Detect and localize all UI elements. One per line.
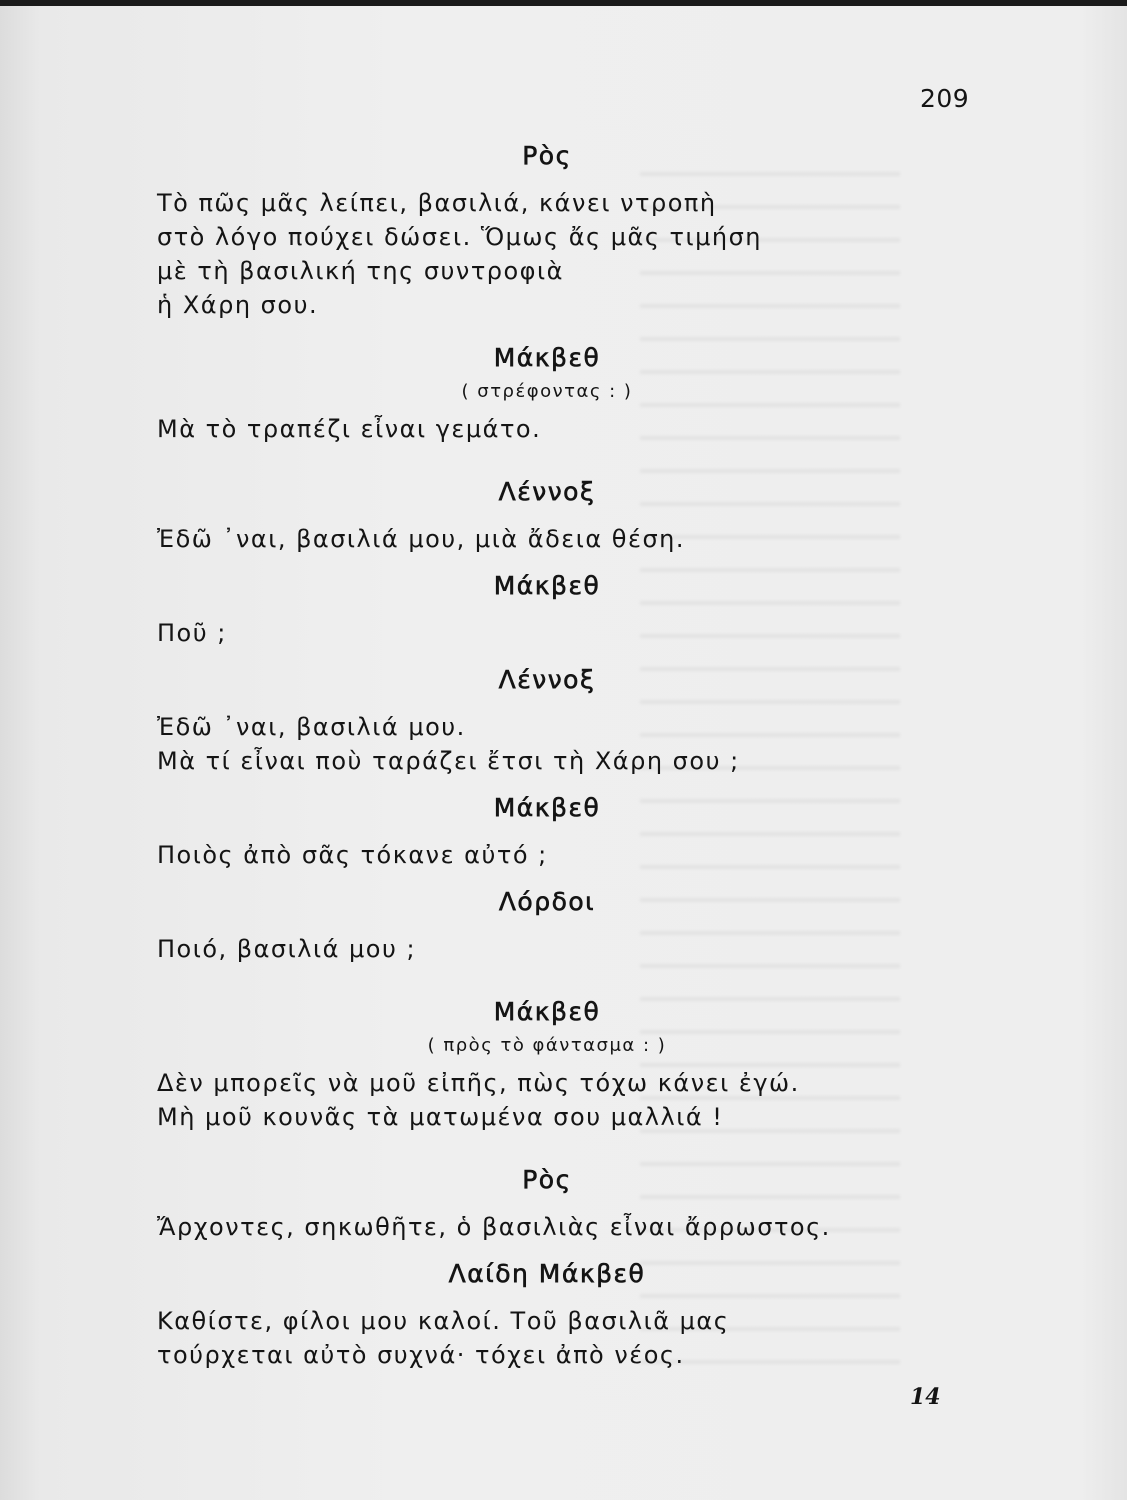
- verse-line: ἡ Χάρη σου.: [157, 291, 319, 319]
- speaker-name: Λόρδοι: [498, 887, 596, 916]
- verse-line: Ἐδῶ ᾿ναι, βασιλιά μου, μιὰ ἄδεια θέση.: [157, 525, 686, 553]
- speaker-name: Λέννοξ: [498, 665, 596, 694]
- speaker-name: Μάκβεθ: [493, 793, 601, 822]
- printer-signature-mark: 14: [910, 1384, 941, 1410]
- speaker-name: Λέννοξ: [498, 477, 596, 506]
- stage-direction: ( στρέφοντας : ): [461, 381, 633, 402]
- verse-line: Μὰ τὸ τραπέζι εἶναι γεμάτο.: [157, 415, 542, 443]
- stage-direction: ( πρὸς τὸ φάντασμα : ): [427, 1035, 667, 1056]
- verse-line: στὸ λόγο πούχει δώσει. Ὅμως ἄς μᾶς τιμήση: [157, 223, 763, 251]
- verse-line: Ποιὸς ἀπὸ σᾶς τόκανε αὐτό ;: [157, 841, 548, 869]
- verse-line: Ποῦ ;: [157, 619, 227, 647]
- verse-line: Καθίστε, φίλοι μου καλοί. Τοῦ βασιλιᾶ μας: [157, 1307, 730, 1335]
- verse-line: Μὴ μοῦ κουνᾶς τὰ ματωμένα σου μαλλιά !: [157, 1103, 724, 1131]
- speaker-name: Μάκβεθ: [493, 343, 601, 372]
- verse-line: Ἐδῶ ᾿ναι, βασιλιά μου.: [157, 713, 466, 741]
- page-number: 209: [920, 84, 970, 113]
- scan-top-edge: [0, 0, 1127, 6]
- verse-line: Ποιό, βασιλιά μου ;: [157, 935, 417, 963]
- speaker-name: Ρὸς: [522, 1165, 572, 1194]
- verse-line: τούρχεται αὐτὸ συχνά· τόχει ἀπὸ νέος.: [157, 1341, 685, 1369]
- speaker-name: Μάκβεθ: [493, 997, 601, 1026]
- verse-line: Ἄρχοντες, σηκωθῆτε, ὁ βασιλιὰς εἶναι ἄρρωστος.: [157, 1213, 831, 1241]
- verse-line: Τὸ πῶς μᾶς λείπει, βασιλιά, κάνει ντροπὴ: [157, 189, 717, 217]
- verse-line: Δὲν μπορεῖς νὰ μοῦ εἰπῆς, πὼς τόχω κάνει ἐγώ.: [157, 1069, 800, 1097]
- verse-line: μὲ τὴ βασιλική της συντροφιὰ: [157, 257, 564, 285]
- verse-line: Μὰ τί εἶναι ποὺ ταράζει ἔτσι τὴ Χάρη σου ;: [157, 747, 740, 775]
- speaker-name: Ρὸς: [522, 141, 572, 170]
- speaker-name: Λαίδη Μάκβεθ: [448, 1259, 646, 1288]
- speaker-name: Μάκβεθ: [493, 571, 601, 600]
- play-text: [157, 134, 917, 1372]
